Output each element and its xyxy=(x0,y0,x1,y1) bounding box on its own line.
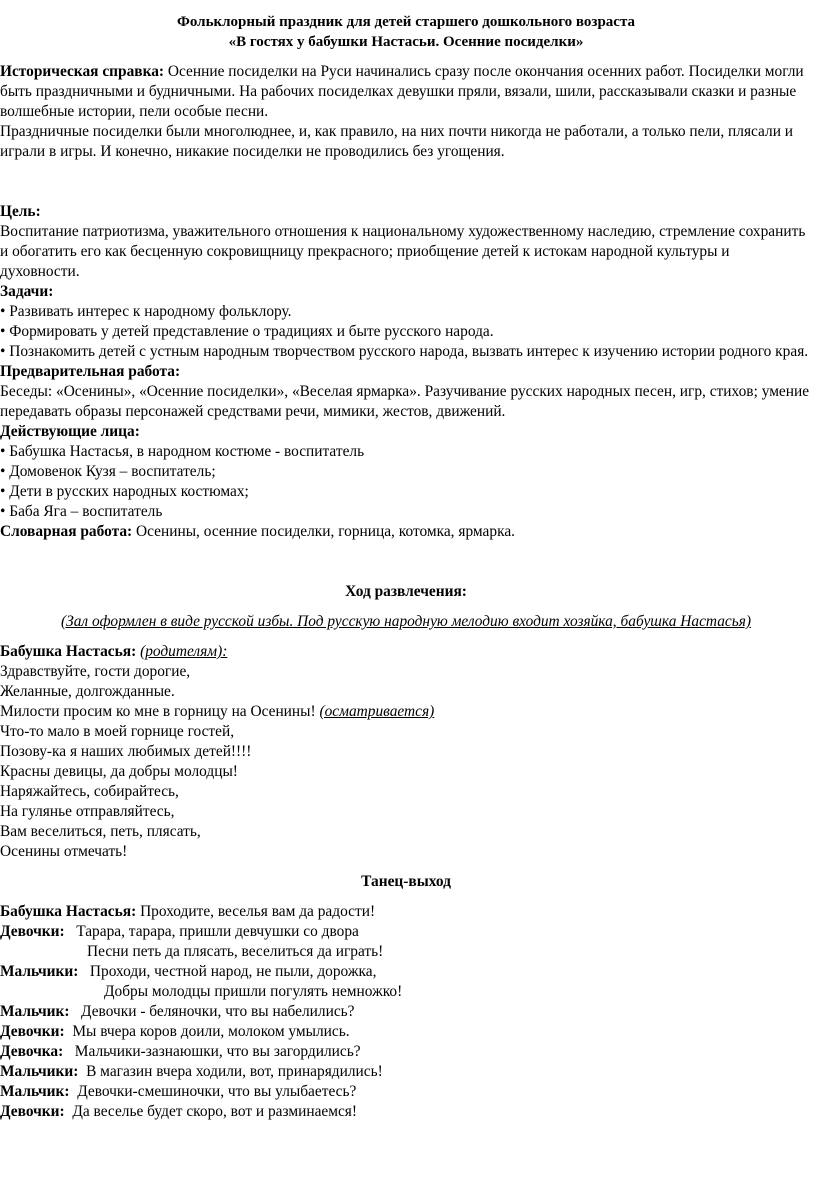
dialogue-text: Мы вчера коров доили, молоком умылись. xyxy=(64,1023,350,1040)
verse-line: Желанные, долгожданные. xyxy=(0,683,175,700)
document-title-line-1: Фольклорный праздник для детей старшего дошкольного возраста xyxy=(176,14,636,30)
stage-direction: (Зал оформлен в виде русской избы. Под русскую народную мелодию входит хозяйка, бабушка Настасья) xyxy=(60,613,752,630)
dialogue-text: Тарара, тарара, пришли девчушки со двора xyxy=(64,923,359,940)
dialogue-text: Девочки-смешиночки, что вы улыбаетесь? xyxy=(69,1083,357,1100)
dialogue-line xyxy=(0,1082,812,1102)
speaker-name: Девочки: xyxy=(0,1103,65,1120)
dialogue-text: Песни петь да плясать, веселиться да играть! xyxy=(87,943,384,960)
dialogue-line xyxy=(0,1022,812,1042)
dialogue-line xyxy=(0,1062,812,1082)
speaker-name: Мальчик: xyxy=(0,1083,70,1100)
document-page xyxy=(0,12,812,1122)
verse-line: Позову-ка я наших любимых детей!!!! xyxy=(0,743,252,760)
speaker-name: Девочки: xyxy=(0,1023,65,1040)
history-text-2: Праздничные посиделки были многолюднее, и, как правило, на них почти никогда не работали, а только пели, плясали и играли в игры. И конечно, никакие посиделки не проводились без угощения. xyxy=(0,123,794,160)
verse-line: Здравствуйте, гости дорогие, xyxy=(0,663,191,680)
course-heading: Ход развлечения: xyxy=(345,583,467,600)
prep-label: Предварительная работа: xyxy=(0,363,181,380)
dialogue-line xyxy=(0,942,812,962)
characters-label: Действующие лица: xyxy=(0,423,140,440)
tasks-label: Задачи: xyxy=(0,283,54,300)
dialogue-line xyxy=(0,922,812,942)
character-item: • Баба Яга – воспитатель xyxy=(0,503,163,520)
verse-line: На гулянье отправляйтесь, xyxy=(0,803,175,820)
character-item: • Дети в русских народных костюмах; xyxy=(0,483,249,500)
speaker-name: Бабушка Настасья: xyxy=(0,903,137,920)
verse-line: Вам веселиться, петь, плясать, xyxy=(0,823,201,840)
history-paragraph xyxy=(0,62,812,122)
speaker-name: Мальчики: xyxy=(0,963,79,980)
document-title-line-2: «В гостях у бабушки Настасьи. Осенние посиделки» xyxy=(228,34,584,50)
speaker-name: Бабушка Настасья: xyxy=(0,643,137,660)
dialogue-text: Да веселье будет скоро, вот и разминаемся! xyxy=(64,1103,358,1120)
task-item: • Развивать интерес к народному фольклору. xyxy=(0,303,292,320)
dialogue-line xyxy=(0,962,812,982)
vocab-paragraph xyxy=(0,522,812,542)
remark: (родителям): xyxy=(140,643,228,660)
dialogue-text: Проходи, честной народ, не пыли, дорожка, xyxy=(78,963,377,980)
dialogue-text: Мальчики-зазнаюшки, что вы загордились? xyxy=(63,1043,361,1060)
speaker-name: Мальчик: xyxy=(0,1003,70,1020)
dialogue-line xyxy=(0,1102,812,1122)
task-item: • Формировать у детей представление о традициях и быте русского народа. xyxy=(0,323,494,340)
speaker-name: Девочки: xyxy=(0,923,65,940)
history-text-1: Осенние посиделки на Руси начинались сразу после окончания осенних работ. Посиделки могли быть праздничными и будничными. На рабочих посиделках девушки пряли, вязали, шили, рассказывали сказки и разные волшебные истории, пели особые песни. xyxy=(0,63,804,120)
dialogue-text: Добры молодцы пришли погулять немножко! xyxy=(104,983,403,1000)
dialogue-text: Девочки - беляночки, что вы набелились? xyxy=(69,1003,355,1020)
verse-line: Наряжайтесь, собирайтесь, xyxy=(0,783,179,800)
dialogue-text: Проходите, веселья вам да радости! xyxy=(136,903,376,920)
task-item: • Познакомить детей с устным народным творчеством русского народа, вызвать интерес к изучению истории родного края. xyxy=(0,343,809,360)
prep-text: Беседы: «Осенины», «Осенние посиделки», «Веселая ярмарка». Разучивание русских народных песен, игр, стихов; умение передавать образы персонажей средствами речи, мимики, жестов, движений. xyxy=(0,383,810,420)
speaker-name: Девочка: xyxy=(0,1043,64,1060)
vocab-text: Осенины, осенние посиделки, горница, котомка, ярмарка. xyxy=(132,523,515,540)
remark: (осматривается) xyxy=(319,703,435,720)
character-item: • Бабушка Настасья, в народном костюме - воспитатель xyxy=(0,443,365,460)
goal-text: Воспитание патриотизма, уважительного отношения к национальному художественному наследию, стремление сохранить и обогатить его как бесценную сокровищницу прекрасного; приобщение детей к истокам народной культуры и духовности. xyxy=(0,223,806,280)
history-label: Историческая справка: xyxy=(0,63,165,80)
dialogue-line xyxy=(0,982,812,1002)
verse-line: Осенины отмечать! xyxy=(0,843,128,860)
speaker-name: Мальчики: xyxy=(0,1063,79,1080)
dialogue-text: В магазин вчера ходили, вот, принарядились! xyxy=(78,1063,383,1080)
dialogue-line xyxy=(0,1002,812,1022)
dialogue-line xyxy=(0,1042,812,1062)
vocab-label: Словарная работа: xyxy=(0,523,133,540)
dialogue-line xyxy=(0,902,812,922)
character-item: • Домовенок Кузя – воспитатель; xyxy=(0,463,216,480)
dance-heading: Танец-выход xyxy=(361,873,451,890)
verse-line: Красны девицы, да добры молодцы! xyxy=(0,763,238,780)
verse-line xyxy=(0,702,812,722)
verse-text: Милости просим ко мне в горницу на Осенины! xyxy=(0,703,320,720)
speech-header xyxy=(0,642,812,662)
goal-label: Цель: xyxy=(0,203,41,220)
verse-line: Что-то мало в моей горнице гостей, xyxy=(0,723,235,740)
